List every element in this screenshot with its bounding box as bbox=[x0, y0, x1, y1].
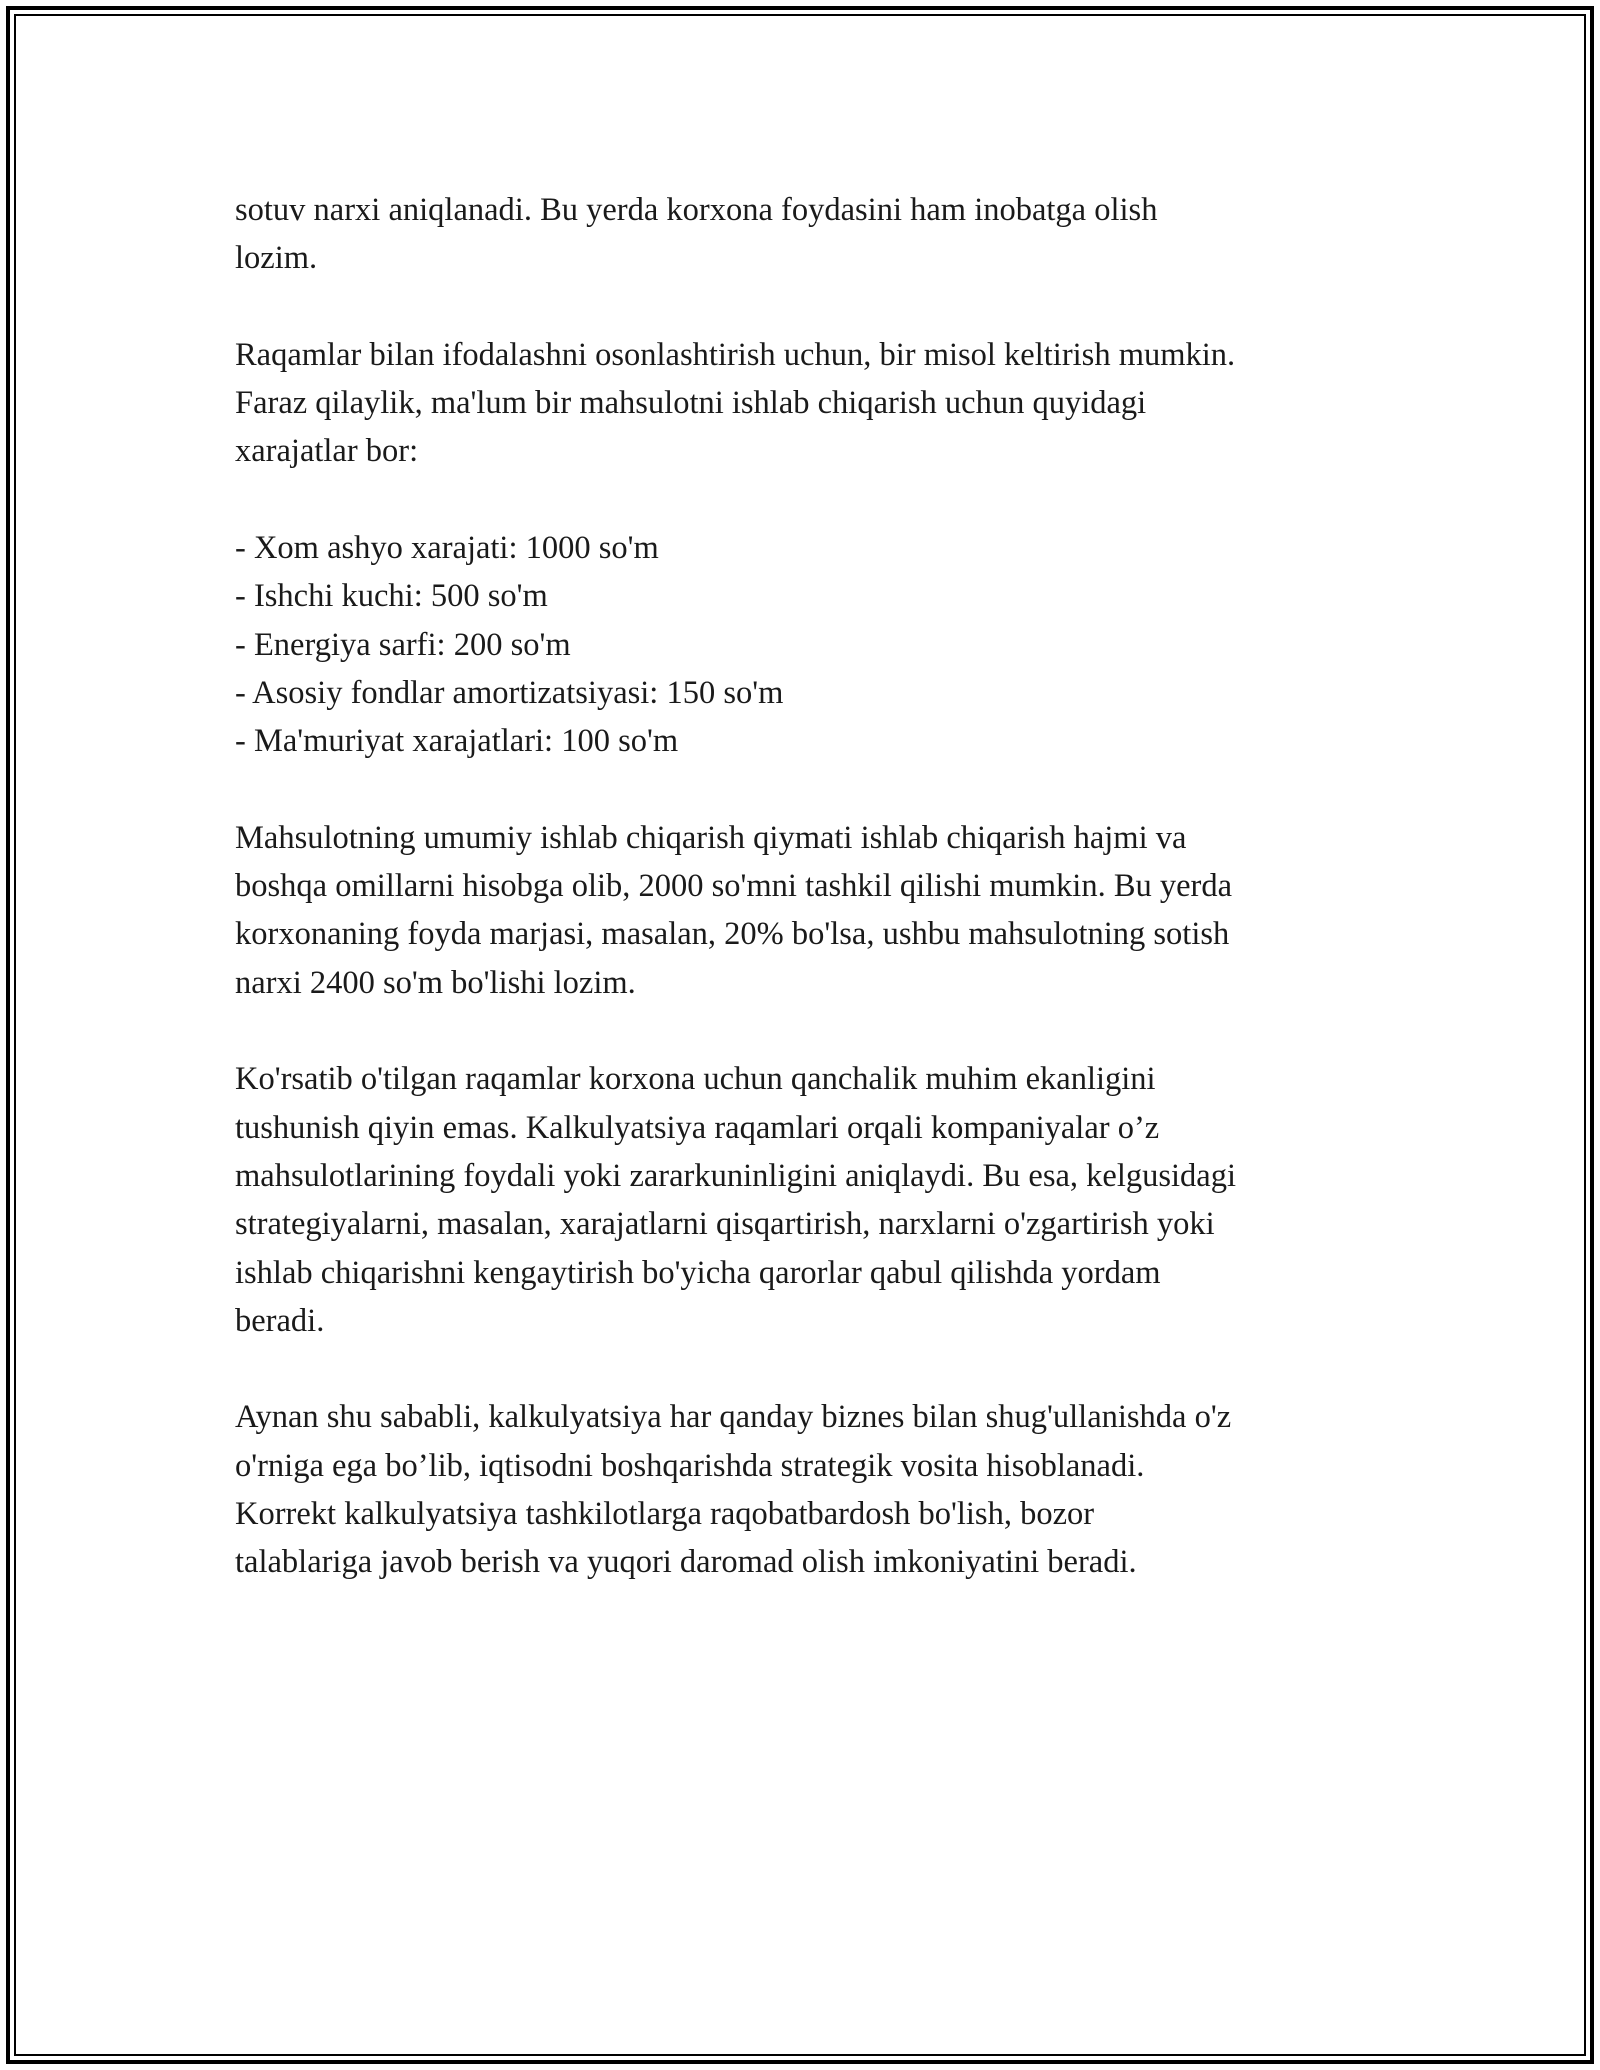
total-cost-paragraph: Mahsulotning umumiy ishlab chiqarish qiymati ishlab chiqarish hajmi va boshqa omillarni hisobga olib, 2000 so'mni tashkil qilishi mumkin. Bu yerda korxonaning foyda marjasi, masalan, 20% bo'lsa, ushbu mahsulotning sotish narxi 2400 so'm bo'lishi lozim. bbox=[235, 819, 1233, 1001]
document-body bbox=[235, 186, 1375, 1635]
intro-paragraph: sotuv narxi aniqlanadi. Bu yerda korxona foydasini ham inobatga olish lozim. bbox=[235, 192, 1158, 277]
list-item: - Asosiy fondlar amortizatsiyasi: 150 so'm bbox=[235, 674, 784, 711]
cost-items-list bbox=[235, 524, 1375, 765]
list-item: - Ma'muriyat xarajatlari: 100 so'm bbox=[235, 723, 679, 760]
list-item: - Xom ashyo xarajati: 1000 so'm bbox=[235, 530, 659, 567]
conclusion-paragraph: Aynan shu sababli, kalkulyatsiya har qanday biznes bilan shug'ullanishda o'z o'rniga ega bo’lib, iqtisodni boshqarishda strategik vosita hisoblanadi. Korrekt kalkulyatsiya tashkilotlarga raqobatbardosh bo'lish, bozor talablariga javob berish va yuqori daromad olish imkoniyatini beradi. bbox=[235, 1399, 1232, 1581]
importance-paragraph: Ko'rsatib o'tilgan raqamlar korxona uchun qanchalik muhim ekanligini tushunish qiyin emas. Kalkulyatsiya raqamlari orqali kompaniyalar o’z mahsulotlarining foydali yoki zararkuninligini aniqlaydi. Bu esa, kelgusidagi strategiyalarni, masalan, xarajatlarni qisqartirish, narxlarni o'zgartirish yoki ishlab chiqarishni kengaytirish bo'yicha qarorlar qabul qilishda yordam beradi. bbox=[235, 1061, 1236, 1339]
example-intro-paragraph: Raqamlar bilan ifodalashni osonlashtirish uchun, bir misol keltirish mumkin. Faraz qilaylik, ma'lum bir mahsulotni ishlab chiqarish uchun quyidagi xarajatlar bor: bbox=[235, 336, 1236, 470]
list-item: - Energiya sarfi: 200 so'm bbox=[235, 626, 571, 663]
list-item: - Ishchi kuchi: 500 so'm bbox=[235, 578, 548, 615]
